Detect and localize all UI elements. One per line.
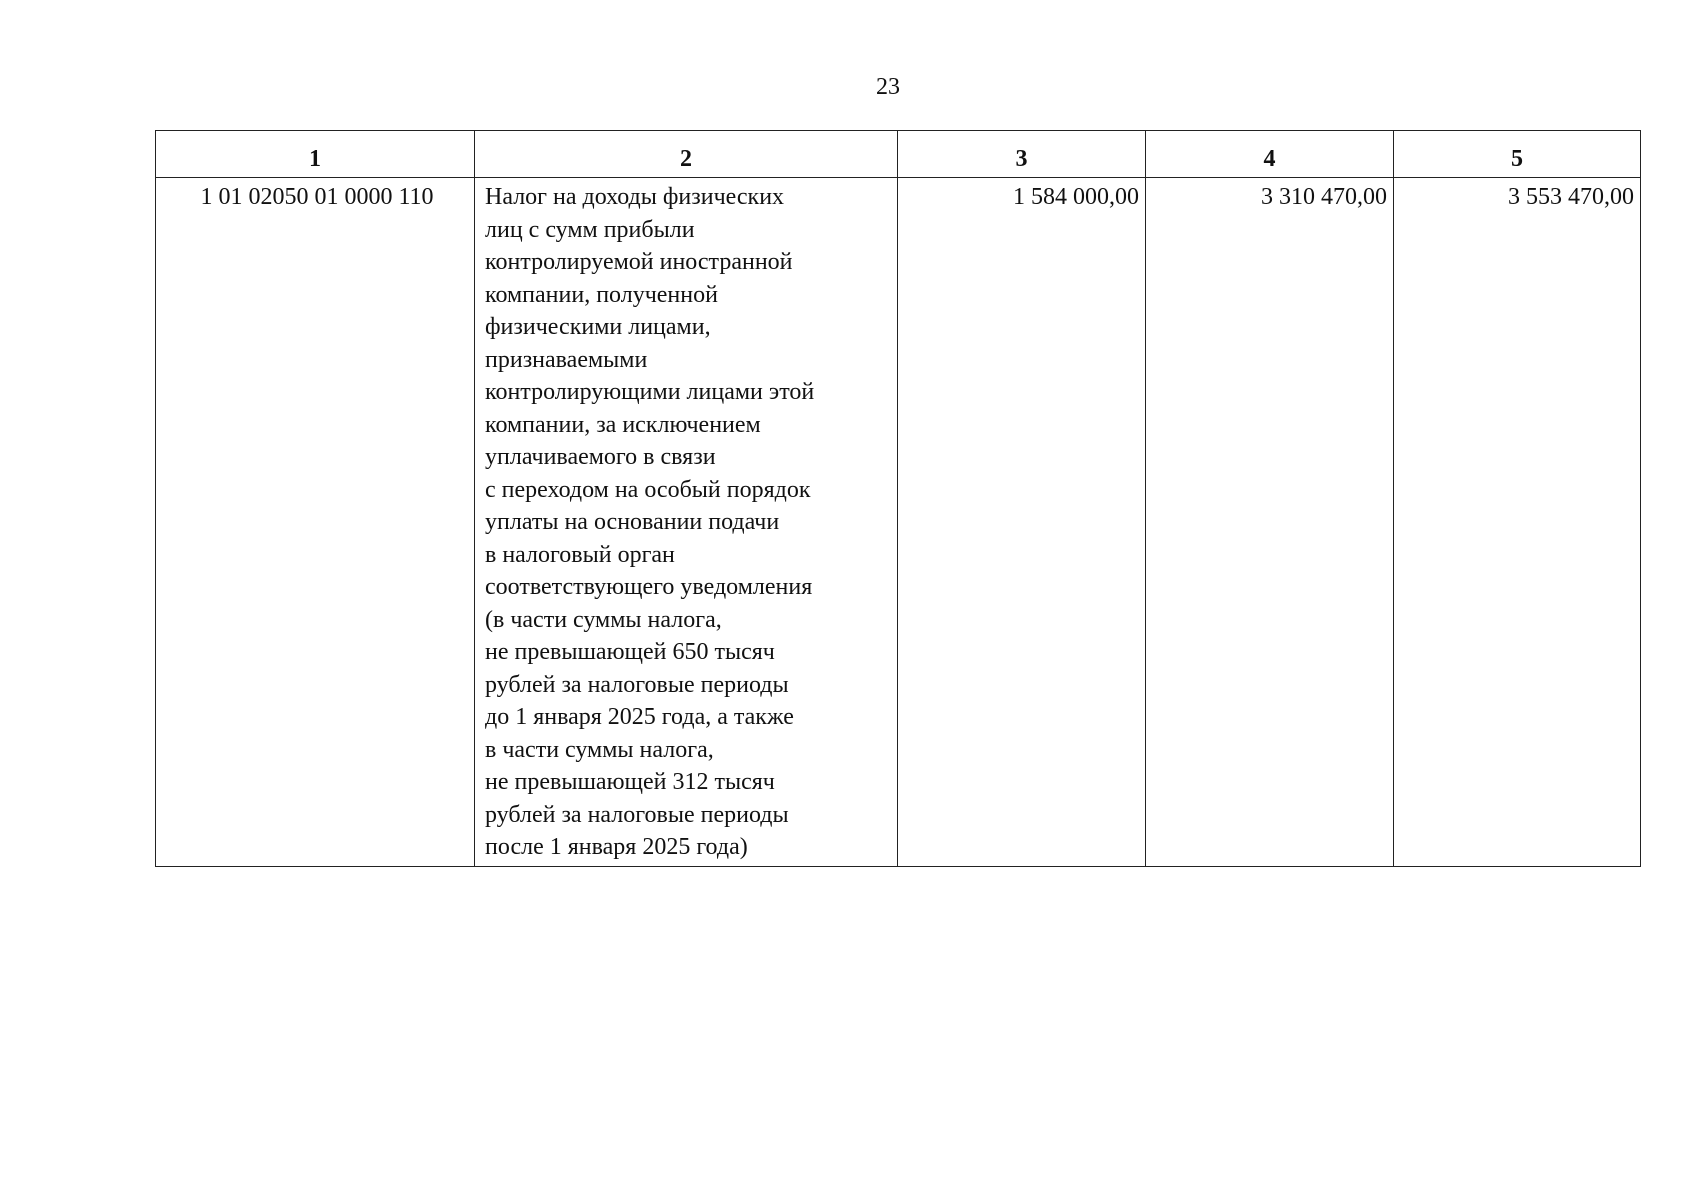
revenue-name-line: соответствующего уведомления	[485, 574, 813, 600]
revenue-name-line: рублей за налоговые периоды	[485, 801, 789, 828]
revenue-name-line: не превышающей 312 тысяч	[485, 769, 775, 795]
revenue-name-line: рублей за налоговые периоды	[485, 671, 789, 698]
revenue-name-line: признаваемыми	[485, 346, 648, 373]
table-header-row	[156, 131, 1641, 178]
column-header-3: 3	[898, 131, 1146, 178]
revenue-name-line: уплаты на основании подачи	[485, 509, 780, 535]
amount-column-4: 3 310 470,00	[1146, 178, 1394, 867]
table-row	[156, 178, 1641, 867]
budget-classification-code: 1 01 02050 01 0000 110	[156, 178, 475, 867]
budget-table	[155, 130, 1641, 867]
column-header-5: 5	[1394, 131, 1641, 178]
revenue-name-line: в части суммы налога,	[485, 736, 714, 763]
revenue-name-line: в налоговый орган	[485, 541, 675, 568]
revenue-name-line: контролирующими лицами этой	[485, 379, 815, 405]
column-header-4: 4	[1146, 131, 1394, 178]
revenue-name-line: контролируемой иностранной	[485, 249, 793, 275]
amount-column-5: 3 553 470,00	[1394, 178, 1641, 867]
revenue-name-line: компании, полученной	[485, 281, 718, 308]
revenue-name-line: с переходом на особый порядок	[485, 476, 811, 503]
revenue-name-line: после 1 января 2025 года)	[485, 834, 748, 860]
revenue-name-line: компании, за исключением	[485, 411, 761, 438]
revenue-name-line: Налог на доходы физических	[485, 184, 785, 210]
page-number: 23	[876, 74, 900, 100]
revenue-name-line: уплачиваемого в связи	[485, 444, 716, 470]
column-header-1: 1	[156, 131, 475, 178]
revenue-name-line: до 1 января 2025 года, а также	[485, 704, 794, 730]
revenue-name-line: лиц с сумм прибыли	[485, 216, 695, 243]
amount-column-3: 1 584 000,00	[898, 178, 1146, 867]
column-header-2: 2	[475, 131, 898, 178]
revenue-name-line: (в части суммы налога,	[485, 606, 722, 633]
revenue-name-line: физическими лицами,	[485, 314, 711, 340]
revenue-name-cell	[475, 178, 898, 867]
revenue-name-line: не превышающей 650 тысяч	[485, 639, 775, 665]
